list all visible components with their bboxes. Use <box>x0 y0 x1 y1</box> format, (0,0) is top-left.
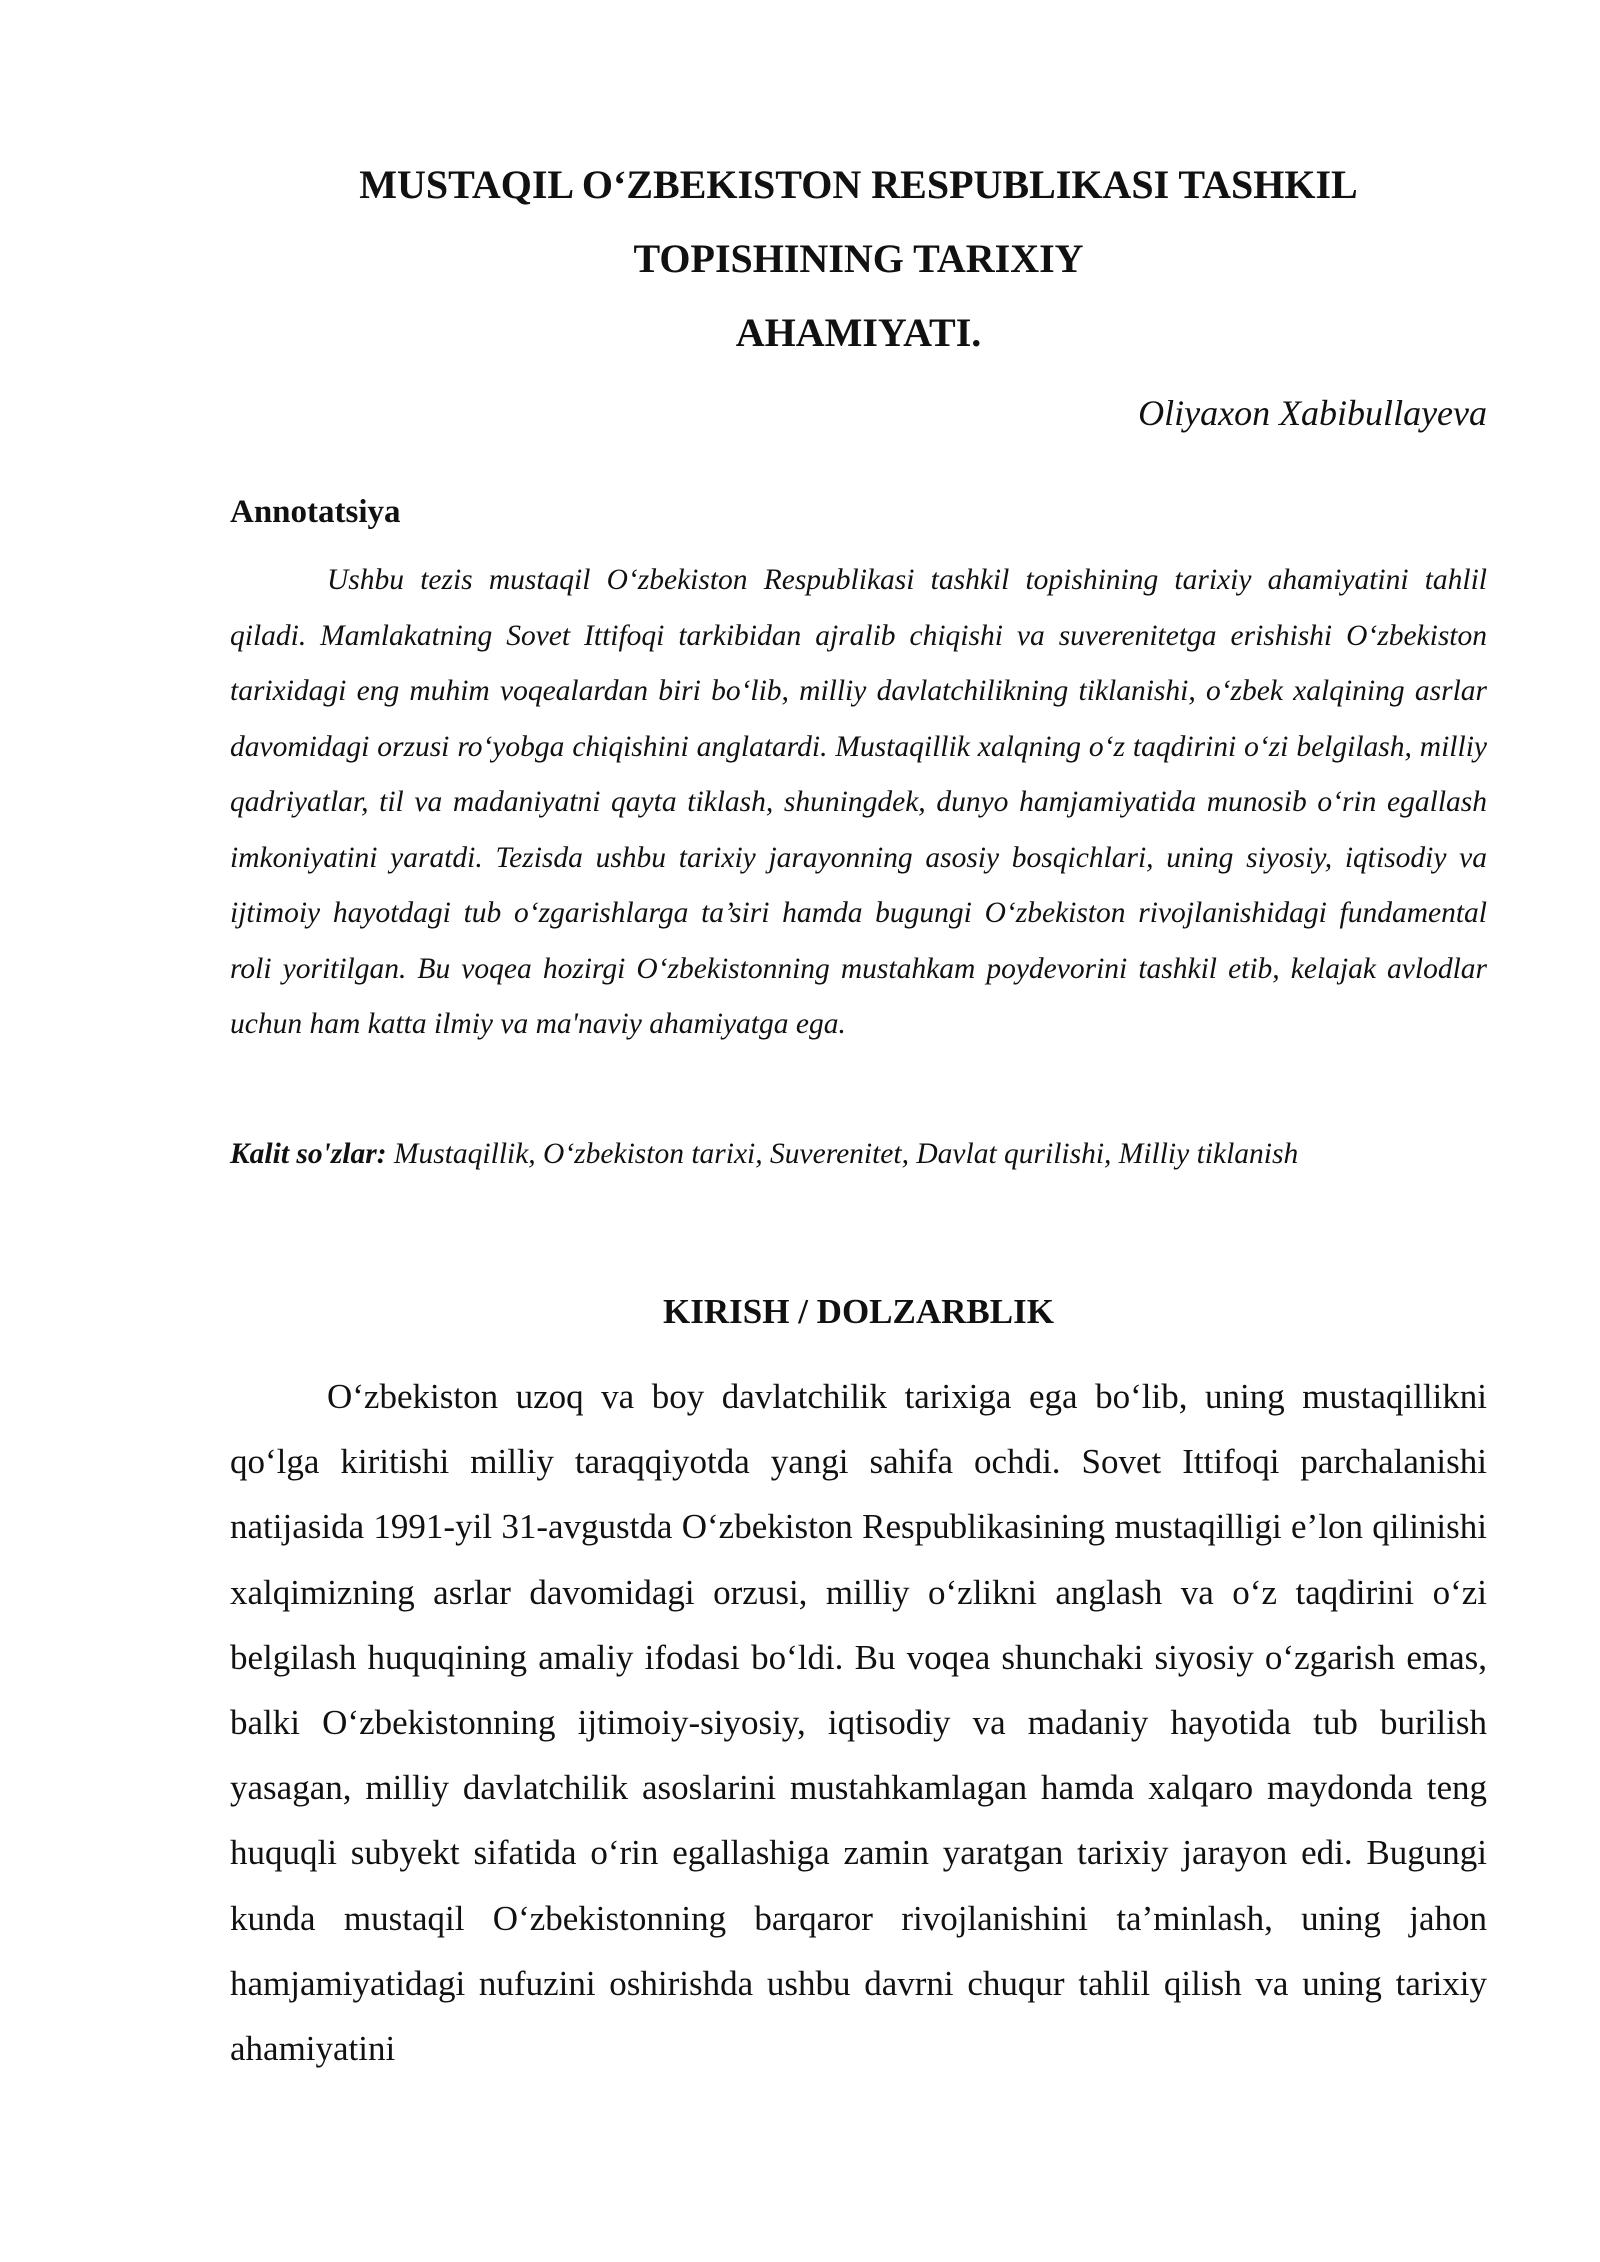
keywords-label: Kalit so'zlar: <box>230 1138 387 1170</box>
paper-title <box>230 148 1487 370</box>
introduction-paragraph: O‘zbekiston uzoq va boy davlatchilik tarixiga ega bo‘lib, uning mustaqillikni qo‘lga kiritishi milliy taraqqiyotda yangi sahifa ochdi. Sovet Ittifoqi parchalanishi natijasida 1991-yil 31-avgustda O‘zbekiston Respublikasining mustaqilligi e’lon qilinishi xalqimizning asrlar davomidagi orzusi, milliy o‘zlikni anglash va o‘z taqdirini o‘zi belgilash huquqining amaliy ifodasi bo‘ldi. Bu voqea shunchaki siyosiy o‘zgarish emas, balki O‘zbekistonning ijtimoiy-siyosiy, iqtisodiy va madaniy hayotida tub burilish yasagan, milliy davlatchilik asoslarini mustahkamlagan hamda xalqaro maydonda teng huquqli subyekt sifatida o‘rin egallashiga zamin yaratgan tarixiy jarayon edi. Bugungi kunda mustaqil O‘zbekistonning barqaror rivojlanishini ta’minlash, uning jahon hamjamiyatidagi nufuzini oshirishda ushbu davrni chuqur tahlil qilish va uning tarixiy ahamiyatini <box>230 1377 1487 2069</box>
paper-title-line-2: TOPISHINING TARIXIY <box>633 236 1084 281</box>
author-name: Oliyaxon Xabibullayeva <box>1138 393 1487 433</box>
annotation-heading: Annotatsiya <box>230 494 401 530</box>
annotation-text: Ushbu tezis mustaqil O‘zbekiston Respublikasi tashkil topishining tarixiy ahamiyatini tahlil qiladi. Mamlakatning Sovet Ittifoqi tarkibidan ajralib chiqishi va suverenitetga erishishi O‘zbekiston tarixidagi eng muhim voqealardan biri bo‘lib, milliy davlatchilikning tiklanishi, o‘zbek xalqining asrlar davomidagi orzusi ro‘yobga chiqishini anglatardi. Mustaqillik xalqning o‘z taqdirini o‘zi belgilash, milliy qadriyatlar, til va madaniyatni qayta tiklash, shuningdek, dunyo hamjamiyatida munosib o‘rin egallash imkoniyatini yaratdi. Tezisda ushbu tarixiy jarayonning asosiy bosqichlari, uning siyosiy, iqtisodiy va ijtimoiy hayotdagi tub o‘zgarishlarga ta’siri hamda bugungi O‘zbekiston rivojlanishidagi fundamental roli yoritilgan. Bu voqea hozirgi O‘zbekistonning mustahkam poydevorini tashkil etib, kelajak avlodlar uchun ham katta ilmiy va ma'naviy ahamiyatga ega. <box>230 564 1487 1040</box>
keywords-text: Mustaqillik, O‘zbekiston tarixi, Suverenitet, Davlat qurilishi, Milliy tiklanish <box>386 1138 1299 1170</box>
introduction-heading: KIRISH / DOLZARBLIK <box>663 1292 1054 1331</box>
paper-title-line-1: MUSTAQIL O‘ZBEKISTON RESPUBLIKASI TASHKIL <box>359 162 1358 207</box>
keywords-line <box>230 1130 1487 1178</box>
paper-title-line-3: AHAMIYATI. <box>735 310 982 355</box>
